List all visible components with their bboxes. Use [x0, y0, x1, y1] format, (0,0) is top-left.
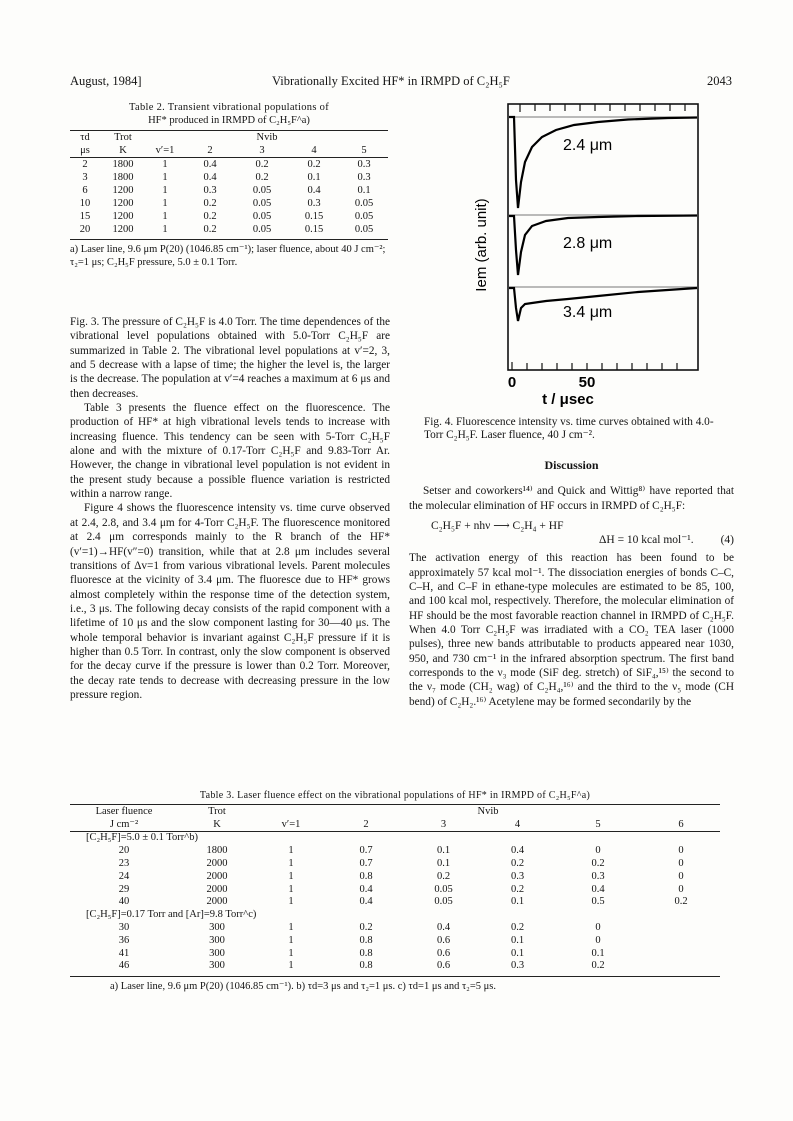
table-cell: 0.05	[354, 211, 374, 222]
table-row	[70, 896, 720, 909]
paragraph: Figure 4 shows the fluorescence intensity vs. time curve observed at 2.4, 2.8, and 3.4 μm for 4-Torr C₂H₅F. The fluorescence monitored at 2.4 μm corresponds mainly to the R branch of the HF*(v′=1)→HF(v″=0) transition, while that at 2.8 μm includes several transitions of Δv=1 from various vibrational levels. Parent molecules fluoresce at the vicinity of 3.4 μm. The fluoresce due to HF* grows almost completely within the response time of the detection system, i.e., 3 μs. The following decay consists of the rapid component with a lifetime of 10 μs and the slow component lasting for 30—40 μs. The whole temporal behavior is invariant against C₂H₅F pressure if it is higher than 0.5 Torr. In contrast, only the slow component is observed for the decay curve if the pressure is lower than 0.2 Torr. Moreover, the decay rate tends to decrease with decreasing pressure in the low pressure region.	[70, 502, 390, 701]
table-cell: 0.1	[510, 934, 525, 946]
table-cell: 0.2	[307, 159, 321, 170]
table-cell: 0.4	[359, 896, 373, 908]
table-3-title: Table 3. Laser fluence effect on the vibrational populations of HF* in IRMPD of C₂H₅F^a)	[199, 790, 591, 801]
table-cell: 1	[288, 960, 294, 972]
paragraph: Setser and coworkers¹⁴⁾ and Quick and Wittig⁸⁾ have reported that the molecular elimination of HF occurs in IRMPD of C₂H₅F:	[409, 485, 734, 512]
table-cell: 0.15	[304, 211, 324, 222]
paragraph: Table 3 presents the fluence effect on the fluorescence. The production of HF* at high vibrational levels tends to increase with increasing fluence. This tendency can be seen with 5-Torr C₂H₅F alone and with the mixture of 0.17-Torr C₂H₅F and 9.83-Torr Ar. However, the change in vibrational level population is not evident in the present study because a possible fluence variation is restricted within a narrow range.	[70, 402, 390, 501]
table-cell: 0.2	[510, 922, 525, 934]
table-3-head-v5: 5	[595, 818, 601, 830]
table-cell	[642, 960, 720, 973]
table-cell: 0.4	[307, 185, 321, 196]
table-cell: 1800	[112, 172, 134, 183]
table-cell: 0.2	[203, 198, 217, 209]
table-cell: 0.3	[307, 198, 321, 209]
table-cell: 0.3	[203, 185, 217, 196]
table-cell: 0.5	[591, 896, 605, 908]
table-2	[70, 102, 388, 269]
table-cell: 0.8	[359, 960, 373, 972]
table-cell	[642, 947, 720, 960]
table-cell: 0.2	[359, 922, 373, 934]
table-cell: 2000	[206, 896, 228, 908]
table-group-row	[70, 908, 720, 921]
equation: C₂H₅F + nhν ⟶ C₂H₄ + HF	[431, 520, 564, 533]
table-cell: 0.4	[591, 883, 605, 895]
table-cell: 1	[288, 934, 294, 946]
enthalpy: ΔH = 10 kcal mol⁻¹.	[599, 534, 694, 547]
table-cell: 300	[209, 934, 225, 946]
table-2-head-unit-k: K	[119, 145, 127, 156]
table-cell: 0.4	[359, 883, 373, 895]
table-cell: 2000	[206, 883, 228, 895]
table-cell: 0	[678, 883, 684, 895]
table-cell: 46	[118, 960, 130, 972]
table-2-head-nvib: Nvib	[256, 132, 278, 143]
y-axis-label: Iem (arb. unit)	[473, 198, 490, 292]
table-cell: 0.7	[359, 845, 373, 857]
x-tick-label: 50	[578, 374, 596, 391]
table-row	[70, 883, 720, 896]
table-cell: 0.6	[436, 960, 451, 972]
equation-number: (4)	[720, 534, 734, 547]
table-cell: 1200	[112, 185, 134, 196]
figure-4	[468, 100, 730, 410]
table-2-head-trot: Trot	[114, 132, 132, 143]
table-row	[70, 158, 388, 172]
table-cell: 15	[79, 211, 91, 222]
table-row	[70, 197, 388, 210]
table-cell: 0.05	[434, 883, 453, 895]
table-cell: 0.2	[203, 211, 217, 222]
table-group-label: [C₂H₅F]=5.0 ± 0.1 Torr^b)	[86, 832, 198, 844]
trace-2-4um	[509, 117, 697, 208]
table-cell: 0.4	[203, 159, 217, 170]
table-cell: 0.1	[436, 858, 451, 870]
table-cell: 1	[162, 172, 168, 183]
table-cell: 0.05	[252, 185, 272, 196]
table-3	[70, 790, 720, 993]
table-2-footnote: a) Laser line, 9.6 μm P(20) (1046.85 cm⁻¹); laser fluence, about 40 J cm⁻²; τ₂=1 μs; C₂H₅F pressure, 5.0 ± 0.1 Torr.	[70, 239, 388, 269]
table-cell: 0.2	[591, 960, 605, 972]
table-cell: 0.05	[354, 224, 374, 235]
header-date: August, 1984]	[70, 74, 142, 88]
table-cell: 1	[162, 198, 168, 209]
table-2-title-line1: Table 2. Transient vibrational populations of	[129, 102, 329, 113]
table-cell: 36	[118, 934, 130, 946]
table-cell: 23	[118, 858, 130, 870]
table-cell: 0.3	[510, 960, 525, 972]
table-cell: 41	[118, 947, 130, 959]
table-cell: 0.7	[359, 858, 373, 870]
table-3-head-trot: Trot	[208, 805, 226, 817]
table-cell: 1	[288, 870, 294, 882]
table-3-footnote: a) Laser line, 9.6 μm P(20) (1046.85 cm⁻¹). b) τd=3 μs and τ₂=1 μs. c) τd=1 μs and τ₂=5 μs.	[70, 976, 720, 993]
page-number: 2043	[707, 74, 732, 88]
table-cell: 1	[288, 845, 294, 857]
table-row	[70, 171, 388, 184]
table-cell: 0.1	[510, 947, 525, 959]
trace-label: 2.4 μm	[563, 137, 613, 154]
table-cell: 30	[118, 922, 130, 934]
table-cell: 0.2	[255, 159, 269, 170]
table-cell: 0.05	[252, 211, 272, 222]
table-cell: 0.2	[436, 870, 451, 882]
x-tick-label: 0	[507, 374, 517, 391]
table-cell: 0.1	[307, 172, 321, 183]
table-row	[70, 921, 720, 934]
table-cell: 1200	[112, 224, 134, 235]
table-cell: 40	[118, 896, 130, 908]
table-3-head-v1: v′=1	[281, 818, 301, 830]
table-row	[70, 210, 388, 223]
table-cell: 0.3	[357, 159, 371, 170]
table-cell: 1	[288, 858, 294, 870]
table-3-head-k: K	[213, 818, 221, 830]
table-cell: 29	[118, 883, 130, 895]
table-3-head-unit: J cm⁻²	[109, 819, 139, 831]
table-cell: 0.3	[510, 870, 525, 882]
table-cell: 1	[288, 896, 294, 908]
table-3-head-v2: 2	[363, 818, 369, 830]
table-2-head-v1: v′=1	[155, 145, 175, 156]
right-column	[409, 458, 734, 709]
table-3-head-v4: 4	[514, 818, 521, 830]
table-cell: 0.8	[359, 934, 373, 946]
table-2-head-v2: 2	[207, 145, 213, 156]
table-cell: 0.4	[510, 845, 525, 857]
table-3-head-nvib: Nvib	[477, 805, 499, 817]
table-2-head-tau: τd	[80, 132, 90, 143]
table-cell: 0.15	[304, 224, 324, 235]
table-cell: 0	[595, 922, 601, 934]
table-cell: 2000	[206, 870, 228, 882]
table-cell: 300	[209, 960, 225, 972]
table-cell: 0.8	[359, 947, 373, 959]
table-cell: 0.6	[436, 934, 451, 946]
table-cell: 1	[288, 922, 294, 934]
table-3-grid	[70, 804, 720, 972]
table-cell: 0.2	[203, 224, 217, 235]
table-row	[70, 960, 720, 973]
section-heading: Discussion	[544, 458, 599, 472]
table-cell	[642, 921, 720, 934]
table-cell: 24	[118, 870, 130, 882]
table-cell: 1	[288, 883, 294, 895]
x-axis-label: t / μsec	[542, 391, 594, 408]
table-2-head-v5: 5	[361, 145, 367, 156]
running-title: Vibrationally Excited HF* in IRMPD of C₂H₅F	[272, 74, 510, 88]
table-3-head-v3: 3	[440, 818, 447, 830]
figure-4-caption: Fig. 4. Fluorescence intensity vs. time curves obtained with 4.0-Torr C₂H₅F. Laser fluence, 40 J cm⁻².	[424, 416, 714, 441]
table-cell: 1	[288, 947, 294, 959]
table-row	[70, 870, 720, 883]
table-cell: 0.4	[436, 922, 451, 934]
table-cell: 1	[162, 211, 168, 222]
table-cell: 1800	[206, 845, 228, 857]
table-cell: 1	[162, 159, 168, 170]
equation-enthalpy	[409, 533, 734, 548]
table-2-grid	[70, 130, 388, 236]
table-cell: 0.05	[354, 198, 374, 209]
table-row	[70, 947, 720, 960]
table-group-row	[70, 831, 720, 844]
table-cell: 0.2	[255, 172, 269, 183]
table-cell: 0.2	[510, 883, 525, 895]
table-cell: 0.2	[591, 858, 605, 870]
table-cell: 1200	[112, 211, 134, 222]
table-cell: 1200	[112, 198, 134, 209]
table-cell: 10	[79, 198, 91, 209]
table-cell: 2000	[206, 858, 228, 870]
table-cell: 0.1	[436, 845, 451, 857]
table-cell: 0	[595, 934, 601, 946]
table-row	[70, 184, 388, 197]
table-3-head-fluence: Laser fluence	[95, 805, 153, 817]
table-cell: 0.1	[591, 947, 605, 959]
table-cell: 0	[595, 845, 601, 857]
paragraph: The activation energy of this reaction has been found to be approximately 57 kcal mol⁻¹. The dissociation energies of bonds C–C, C–H, and C–F in ethane-type molecules are estimated to be 85, 100, and 100 kcal mol, respectively. Therefore, the molecular elimination of HF should be the most favorable reaction channel in IRMPD of C₂H₅F. When 4.0 Torr C₂H₅F was irradiated with a CO₂ TEA laser (1000 pulses), three new bands attributable to products appeared near 1030, 950, and 730 cm⁻¹ in the infrared absorption spectrum. The first band corresponds to the ν₃ mode (SiF deg. stretch) of SiF₄,¹⁵⁾ the second to the ν₇ mode (CH₂ wag) of C₂H₄,¹⁶⁾ and the third to the ν₅ mode (CH bend) of C₂H₂.¹⁶⁾ Acetylene may be formed secondarily by the	[409, 552, 734, 708]
table-cell: 0.05	[434, 896, 453, 908]
table-3-head-v6: 6	[678, 818, 684, 830]
table-cell: 0.3	[357, 172, 371, 183]
table-cell: 0.1	[510, 896, 525, 908]
table-cell: 6	[82, 185, 88, 196]
left-column	[70, 315, 390, 702]
table-2-title-line2: HF* produced in IRMPD of C₂H₅F^a)	[148, 115, 310, 126]
table-cell: 1800	[112, 159, 134, 170]
table-cell: 0.6	[436, 947, 451, 959]
table-cell: 0	[678, 870, 684, 882]
table-cell: 0	[678, 858, 684, 870]
table-cell: 0.2	[674, 896, 688, 908]
table-cell: 20	[79, 224, 91, 235]
trace-label: 2.8 μm	[563, 235, 613, 252]
table-cell: 2	[82, 159, 88, 170]
table-2-head-v3: 3	[259, 145, 265, 156]
table-cell: 0.05	[252, 224, 272, 235]
table-cell: 20	[118, 845, 130, 857]
table-group-label: [C₂H₅F]=0.17 Torr and [Ar]=9.8 Torr^c)	[86, 909, 257, 921]
trace-label: 3.4 μm	[563, 304, 613, 321]
table-cell: 0.8	[359, 870, 373, 882]
table-cell: 0.3	[591, 870, 605, 882]
table-2-head-v4: 4	[311, 145, 317, 156]
table-cell	[642, 934, 720, 947]
table-row	[70, 857, 720, 870]
table-row	[70, 934, 720, 947]
table-cell: 0.1	[357, 185, 371, 196]
table-cell: 1	[162, 185, 168, 196]
table-cell: 0.2	[510, 858, 525, 870]
table-cell: 0.4	[203, 172, 217, 183]
table-cell: 3	[82, 172, 88, 183]
table-cell: 300	[209, 947, 225, 959]
table-cell: 1	[162, 224, 168, 235]
table-row	[70, 223, 388, 236]
table-cell: 300	[209, 922, 225, 934]
table-2-head-unit-us: μs	[80, 145, 90, 156]
table-row	[70, 844, 720, 857]
table-cell: 0	[678, 845, 684, 857]
paragraph: Fig. 3. The pressure of C₂H₅F is 4.0 Torr. The time dependences of the vibrational level populations obtained with 5.0-Torr C₂H₅F are summarized in Table 2. The vibrational level populations at v′=2, 3, and 5 decrease with a lapse of time; the higher the level is, the larger is the decrease. The population at v′=4 reaches a maximum at 6 μs and then decreases.	[70, 316, 390, 400]
table-cell: 0.05	[252, 198, 272, 209]
